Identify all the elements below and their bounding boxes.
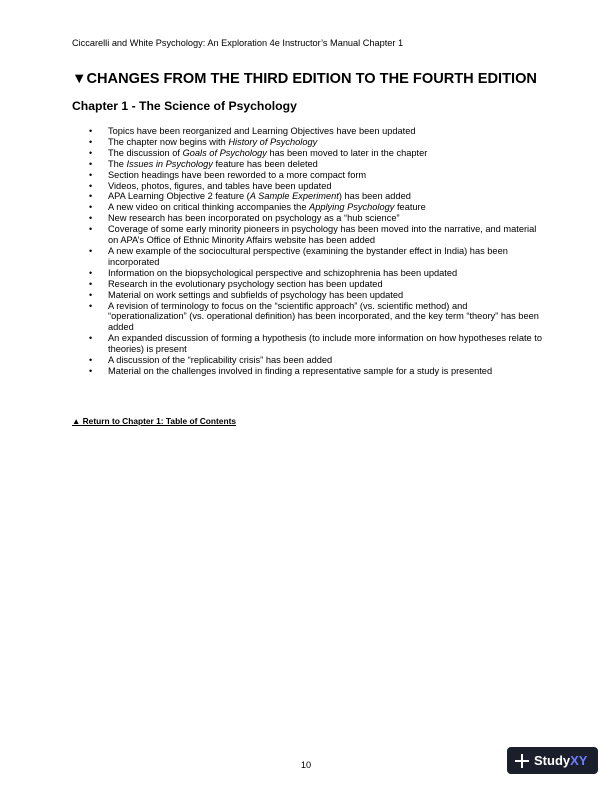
list-item: • The chapter now begins with History of Psychology — [89, 136, 318, 147]
list-item: • Research in the evolutionary psychology section has been updated — [89, 278, 383, 289]
running-header: Ciccarelli and White Psychology: An Exploration 4e Instructor’s Manual Chapter 1 — [72, 38, 404, 48]
list-item: • The discussion of Goals of Psychology has been moved to later in the chapter — [89, 147, 428, 158]
bullet-icon: • — [89, 289, 93, 300]
list-item: • A new video on critical thinking accompanies the Applying Psychology feature — [89, 202, 426, 213]
list-item: • A discussion of the “replicability crisis” has been added — [89, 355, 333, 366]
collapse-triangle-icon: ▼ — [72, 71, 87, 87]
list-item: • Videos, photos, figures, and tables have been updated — [89, 180, 332, 191]
return-to-contents-link[interactable] — [72, 416, 236, 426]
bullet-icon: • — [89, 245, 93, 256]
bullet-icon: • — [89, 213, 93, 224]
list-item: • New research has been incorporated on psychology as a “hub science” — [89, 213, 400, 224]
list-item: • A revision of terminology to focus on the “scientific approach” (vs. scientific method) and “operationalization” (vs. operational definition) has been incorporated, and the key term “theory” has been added — [89, 300, 539, 333]
bullet-icon: • — [89, 147, 93, 158]
page-number: 10 — [300, 760, 312, 770]
bullet-icon: • — [89, 180, 93, 191]
list-item: • Information on the biopsychological perspective and schizophrenia has been updated — [89, 267, 458, 278]
plus-icon — [515, 754, 529, 768]
bullet-icon: • — [89, 158, 93, 169]
changes-list — [72, 126, 542, 377]
up-triangle-icon: ▲ — [72, 416, 81, 426]
list-item: • Section headings have been reworded to a more compact form — [89, 169, 367, 180]
bullet-icon: • — [89, 191, 93, 202]
bullet-icon: • — [89, 278, 93, 289]
section-heading-text: CHANGES FROM THE THIRD EDITION TO THE FOURTH EDITION — [86, 71, 537, 87]
bullet-icon: • — [89, 202, 93, 213]
chapter-title: Chapter 1 - The Science of Psychology — [72, 99, 297, 113]
list-item: • Material on the challenges involved in finding a representative sample for a study is presented — [89, 365, 493, 376]
bullet-icon: • — [89, 136, 93, 147]
list-item: • APA Learning Objective 2 feature (A Sample Experiment) has been added — [89, 191, 411, 202]
bullet-icon: • — [89, 169, 93, 180]
studyxy-badge[interactable] — [507, 747, 598, 774]
bullet-icon: • — [89, 224, 93, 235]
section-heading — [72, 71, 537, 87]
list-item: • Material on work settings and subfields of psychology has been updated — [89, 289, 404, 300]
return-link-label: Return to Chapter 1: Table of Contents — [82, 416, 237, 426]
list-item: • An expanded discussion of forming a hypothesis (to include more information on how hypotheses relate to theories) is present — [89, 333, 542, 355]
list-item: • Coverage of some early minority pioneers in psychology has been moved into the narrative, and material on APA’s Office of Ethnic Minority Affairs website has been added — [89, 224, 537, 246]
brand-name: StudyXY — [534, 753, 588, 768]
bullet-icon: • — [89, 267, 93, 278]
list-item: • The Issues in Psychology feature has been deleted — [89, 158, 318, 169]
bullet-icon: • — [89, 365, 93, 376]
bullet-icon: • — [89, 300, 93, 311]
bullet-icon: • — [89, 333, 93, 344]
list-item: • Topics have been reorganized and Learning Objectives have been updated — [89, 126, 416, 136]
list-item: • A new example of the sociocultural perspective (examining the bystander effect in India) has been incorporated — [89, 245, 508, 267]
bullet-icon: • — [89, 126, 93, 136]
bullet-icon: • — [89, 355, 93, 366]
